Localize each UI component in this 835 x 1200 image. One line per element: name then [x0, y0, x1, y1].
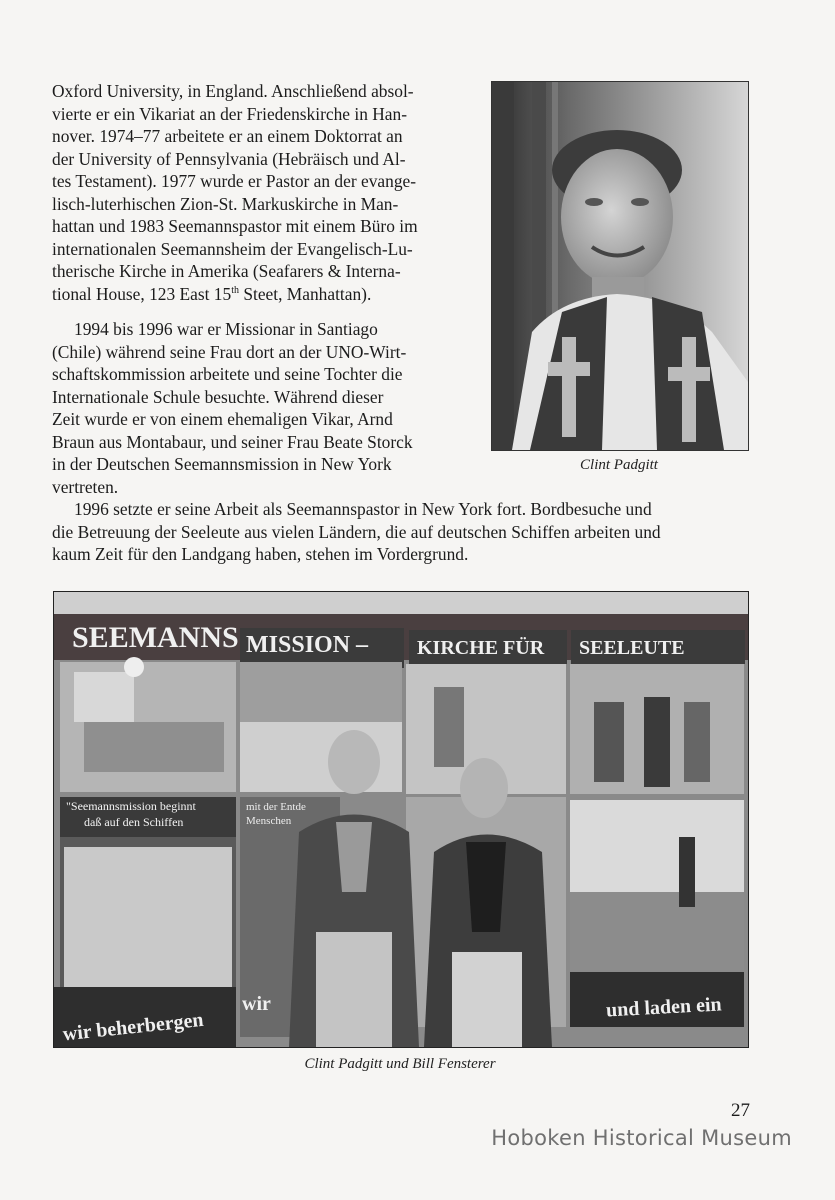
text-line: lisch-luterhischen Zion-St. Markuskirche in Man- [52, 193, 399, 214]
page-number: 27 [731, 1100, 750, 1121]
paragraph-1 [52, 80, 466, 305]
text-line: Braun aus Montabaur, und seiner Frau Beate Storck [52, 431, 413, 452]
address-start: tional House, 123 East 15 [52, 283, 232, 304]
text-line: Oxford University, in England. Anschließend absol- [52, 81, 414, 101]
exhibition-illustration [54, 592, 748, 1047]
text-line: Internationale Schule besuchte. Während dieser [52, 386, 384, 407]
text-line: therische Kirche in Amerika (Seafarers & Interna- [52, 261, 401, 281]
banner-text-4: SEELEUTE [579, 637, 685, 659]
text-line: tes Testament). 1977 wurde er Pastor an der evange- [52, 171, 417, 191]
text-line: internationalen Seemannsheim der Evangelisch-Lu- [52, 238, 413, 259]
portrait-illustration [492, 82, 748, 450]
panel-bottom-1: wir beherbergen [61, 1008, 205, 1046]
panel-quote-1: "Seemannsmission beginnt [66, 799, 196, 813]
text-line: kaum Zeit für den Landgang haben, stehen im Vordergrund. [52, 544, 469, 564]
text-line: 1996 setzte er seine Arbeit als Seemannspastor in New York fort. Bordbesuche und [74, 499, 652, 519]
portrait-caption: Clint Padgitt [580, 457, 658, 473]
exhibition-caption: Clint Padgitt und Bill Fensterer [304, 1056, 496, 1072]
museum-watermark: Hoboken Historical Museum [491, 1126, 792, 1150]
panel-quote-3: mit der Entde [246, 801, 306, 813]
banner-text-2: MISSION – [246, 632, 369, 658]
text-line: (Chile) während seine Frau dort an der UNO-Wirt- [52, 341, 407, 362]
text-line: die Betreuung der Seeleute aus vielen Ländern, die auf deutschen Schiffen arbeiten und [52, 521, 661, 542]
address-end: Steet, Manhattan). [238, 283, 372, 304]
text-line: nover. 1974–77 arbeitete er an einem Doktorrat an [52, 126, 403, 146]
text-line: Zeit wurde er von einem ehemaligen Vikar, Arnd [52, 409, 393, 429]
portrait-photo [491, 81, 749, 451]
panel-quote-4: Menschen [246, 815, 292, 827]
text-line: hattan und 1983 Seemannspastor mit einem Büro im [52, 216, 418, 236]
paragraph-3 [52, 498, 748, 566]
text-line [52, 283, 466, 306]
panel-bottom-2: wir [242, 993, 271, 1015]
paragraph-2 [52, 318, 466, 498]
banner-text-1: SEEMANNS [72, 621, 239, 654]
text-line: vierte er ein Vikariat an der Friedenskirche in Han- [52, 103, 407, 124]
text-line: 1994 bis 1996 war er Missionar in Santiago [74, 319, 378, 339]
panel-bottom-3: und laden ein [605, 993, 723, 1022]
panel-quote-2: daß auf den Schiffen [84, 815, 184, 829]
ordinal-superscript: th [231, 284, 239, 296]
banner-text-3: KIRCHE FÜR [417, 637, 545, 659]
text-line: vertreten. [52, 476, 119, 497]
text-line: in der Deutschen Seemannsmission in New York [52, 454, 392, 474]
text-line: der University of Pennsylvania (Hebräisch und Al- [52, 148, 406, 169]
exhibition-photo [53, 591, 749, 1048]
text-line: schaftskommission arbeitete und seine Tochter die [52, 364, 403, 384]
